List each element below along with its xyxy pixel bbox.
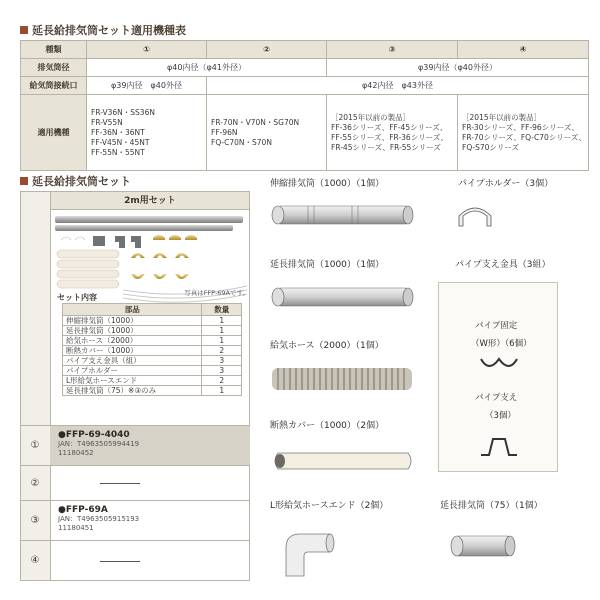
model-info <box>50 466 250 500</box>
model-number: ●FFP-69A <box>58 505 108 515</box>
section-title-text: 延長給排気筒セット <box>32 175 131 188</box>
header-col-2: ② <box>207 41 327 59</box>
extension-pipe-image <box>268 283 418 311</box>
row-label: 適用機種 <box>21 95 87 171</box>
product-code: 11180451 <box>58 524 94 532</box>
table-row <box>63 336 242 346</box>
model-line: FR-70シリーズ、FQ-C70シリーズ、 <box>462 132 587 142</box>
label-pipe-holder: パイプホルダー（3個） <box>458 179 554 189</box>
row-exhaust-diameter <box>21 59 589 77</box>
section-title-compat <box>20 22 186 38</box>
cell-value: φ40内径（φ41外径） <box>87 59 327 77</box>
table-row <box>63 356 242 366</box>
header-col-4: ④ <box>458 41 589 59</box>
l-hose-end-image <box>278 520 338 580</box>
part-name: 延長排気筒（1000） <box>63 326 202 336</box>
table-row <box>63 326 242 336</box>
jan-code: JAN：T4963505994419 <box>58 440 140 448</box>
row-number: ④ <box>30 555 40 566</box>
part-qty: 1 <box>202 386 242 396</box>
model-info <box>50 541 250 580</box>
label-intake-hose: 給気ホース（2000）（1個） <box>270 341 384 351</box>
compatibility-table <box>20 40 589 171</box>
part-name: 給気ホース（2000） <box>63 336 202 346</box>
part-qty: 2 <box>202 376 242 386</box>
models-col-1 <box>87 95 207 171</box>
label-insulation-cover: 断熱カバー（1000）（2個） <box>270 421 385 431</box>
row-number: ② <box>30 477 40 489</box>
model-line: FQ-C70N・S70N <box>211 137 272 147</box>
model-line: FR-V36N・SS36N <box>91 107 155 117</box>
dash-divider <box>100 561 140 562</box>
model-line: FF-55N・55NT <box>91 147 145 157</box>
intake-hose-image <box>268 364 418 394</box>
square-bullet-icon <box>20 177 28 185</box>
model-line: FQ-S70シリーズ <box>462 142 520 152</box>
header-col-3: ③ <box>327 41 458 59</box>
model-row-1 <box>20 425 250 465</box>
model-row-2 <box>20 465 250 500</box>
cell-value: φ42内径 φ43外径 <box>207 77 589 95</box>
part-name: パイプ支え金具（組） <box>63 356 202 366</box>
model-line: FF-36N・36NT <box>91 127 145 137</box>
table-row <box>63 386 242 396</box>
model-line: FF-55シリーズ、FR-36シリーズ、 <box>331 132 449 142</box>
models-col-2 <box>207 95 327 171</box>
label-pipe-fix-sub: （W形）（6個） <box>471 339 532 349</box>
model-info <box>50 501 250 540</box>
set-header: 2m用セット <box>51 192 249 210</box>
pipe-holder-icon <box>455 200 495 230</box>
model-line: FR-V55N <box>91 117 123 127</box>
cell-value: φ39内径（φ40外径） <box>327 59 589 77</box>
section-title-set <box>20 173 131 189</box>
extension-75-image <box>448 528 518 564</box>
row-number: ③ <box>30 515 40 526</box>
header-type: 種類 <box>21 41 87 59</box>
table-header-row <box>21 41 589 59</box>
model-line: ［2015年以前の製品］ <box>331 112 411 122</box>
part-name: 延長排気筒（75）※③のみ <box>63 386 202 396</box>
part-name: 断熱カバー（1000） <box>63 346 202 356</box>
parts-header-name: 部品 <box>63 304 202 316</box>
product-code: 11180452 <box>58 449 94 457</box>
model-line: FR-70N・V70N・SG70N <box>211 117 300 127</box>
label-extension-75: 延長排気筒（75）（1個） <box>440 501 543 511</box>
label-bracket-set: パイプ支え金具（3組） <box>455 260 551 270</box>
row-label: 排気筒径 <box>21 59 87 77</box>
insulation-cover-image <box>268 445 418 475</box>
label-pipe-support: パイプ支え <box>475 393 518 403</box>
model-line: FF-96N <box>211 127 238 137</box>
table-row <box>63 376 242 386</box>
cell-value: φ39内径 φ40外径 <box>87 77 207 95</box>
dash-divider <box>100 483 140 484</box>
parts-header-qty: 数量 <box>202 304 242 316</box>
row-label: 給気筒接続口 <box>21 77 87 95</box>
part-qty: 2 <box>202 346 242 356</box>
support-bracket-icon <box>479 433 519 459</box>
jan-code: JAN：T4963505915193 <box>58 515 140 523</box>
part-qty: 1 <box>202 326 242 336</box>
table-row <box>63 366 242 376</box>
contents-title: セット内容 <box>57 293 97 302</box>
model-line: FR-30シリーズ、FF-96シリーズ、 <box>462 122 580 132</box>
label-pipe-fix: パイプ固定 <box>475 321 518 331</box>
row-applicable-models <box>21 95 589 171</box>
part-name: L形給気ホースエンド <box>63 376 202 386</box>
telescopic-pipe-image <box>268 200 418 230</box>
parts-table <box>62 303 242 396</box>
photo-caption: 写真はFFP-69Aです。 <box>184 289 249 297</box>
model-line: FR-45シリーズ、FR-55シリーズ <box>331 142 441 152</box>
part-qty: 1 <box>202 316 242 326</box>
model-row-4 <box>20 540 250 581</box>
row-number: ① <box>30 440 40 451</box>
label-extension-pipe: 延長排気筒（1000）（1個） <box>270 260 385 270</box>
parts-header-row <box>63 304 242 316</box>
model-number: ●FFP-69-4040 <box>58 430 130 440</box>
part-name: 伸縮排気筒（1000） <box>63 316 202 326</box>
part-qty: 3 <box>202 356 242 366</box>
w-clamp-icon <box>479 355 519 375</box>
table-row <box>63 346 242 356</box>
label-pipe-support-sub: （3個） <box>485 411 516 421</box>
table-row <box>63 316 242 326</box>
header-col-1: ① <box>87 41 207 59</box>
model-row-3 <box>20 500 250 540</box>
label-telescopic-pipe: 伸縮排気筒（1000）（1個） <box>270 179 385 189</box>
label-l-hose-end: L形給気ホースエンド（2個） <box>270 501 389 511</box>
section-title-text: 延長給排気筒セット適用機種表 <box>32 24 186 37</box>
model-line: FF-V45N・45NT <box>91 137 150 147</box>
row-intake-connector <box>21 77 589 95</box>
part-qty: 1 <box>202 336 242 346</box>
models-col-4 <box>458 95 589 171</box>
models-col-3 <box>327 95 458 171</box>
model-info <box>50 426 250 465</box>
part-name: パイプホルダー <box>63 366 202 376</box>
model-line: ［2015年以前の製品］ <box>462 112 542 122</box>
model-line: FF-36シリーズ、FF-45シリーズ、 <box>331 122 448 132</box>
bracket-box <box>438 282 558 472</box>
square-bullet-icon <box>20 26 28 34</box>
part-qty: 3 <box>202 366 242 376</box>
